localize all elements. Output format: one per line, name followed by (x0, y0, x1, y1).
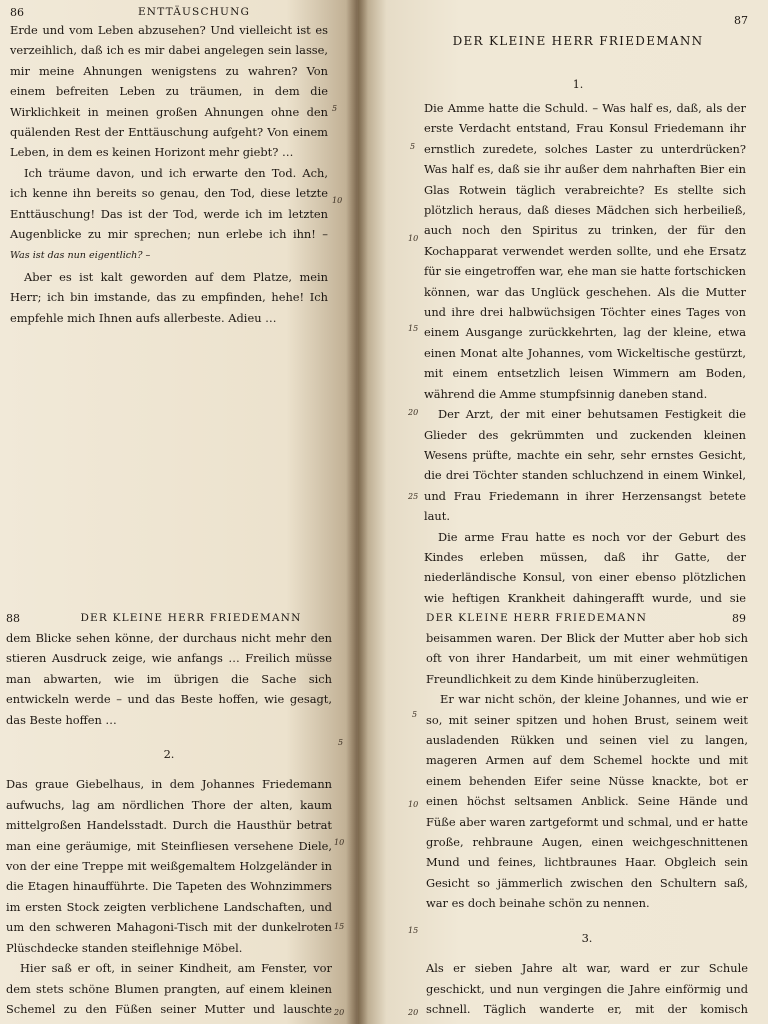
story-title: DER KLEINE HERR FRIEDEMANN (452, 34, 704, 48)
paragraph: Als er sieben Jahre alt war, ward er zur Schule geschickt, und nun vergingen die Jahre einförmig und schnell. Täglich wanderte er, mit der komisch (426, 961, 748, 1016)
paragraph: Der Arzt, der mit einer behutsamen Festigkeit die Glieder des gekrümmten und zuckenden kleinen Wesens prüfte, machte ein sehr, sehr ernstes Gesicht, die drei Töchter standen schluchzend in einem Winkel, und Frau Friedemann in ihrer Herzensangst betete laut. (424, 407, 746, 524)
paragraph: Aber es ist kalt geworden auf dem Platze, mein Herr; ich bin imstande, das zu empfinden, hehe! Ich empfehle mich Ihnen aufs allerbeste. Adieu … (10, 269, 328, 325)
book-gutter (346, 604, 368, 1024)
line-number: 20 (408, 1008, 419, 1017)
page-number: 86 (10, 6, 24, 19)
paragraph: Erde und vom Leben abzusehen? Und vielleicht ist es verzeihlich, daß ich es mir dabei angelegen sein lasse, mir meine Ahnungen wenigstens zu wahren? Von einem befreiten Leben zu träumen, in dem die Wirklichkeit in meinen großen Ahnungen ohne den quälenden Rest der Enttäuschung aufgeht? Von einem Leben, in dem es keinen Horizont mehr giebt? … (10, 23, 328, 160)
section-number: 2. (163, 747, 175, 762)
line-number: 15 (408, 926, 419, 935)
line-number: 5 (412, 710, 418, 719)
running-title: DER KLEINE HERR FRIEDEMANN (80, 612, 302, 624)
section-number: 3. (581, 930, 593, 945)
book-gutter (346, 0, 368, 604)
page-89 (358, 604, 768, 1024)
page-body (424, 98, 746, 604)
running-title: ENTTÄUSCHUNG (137, 6, 251, 18)
paragraph: dem Blicke sehen könne, der durchaus nicht mehr den stieren Ausdruck zeige, wie anfangs … Freilich müsse man abwarten, wie im übrigen die Sache sich entwickeln werde – und das Beste hoffen, wie gesagt, das Beste hoffen … (6, 631, 332, 727)
line-number: 15 (334, 922, 345, 931)
line-number: 20 (334, 1008, 345, 1017)
inline-italic: Was ist das nun eigentlich? – (10, 250, 151, 262)
page-header (358, 6, 768, 27)
line-number: 10 (332, 196, 343, 205)
line-number: 10 (334, 838, 345, 847)
line-number: 20 (408, 408, 419, 417)
page-88 (0, 604, 358, 1024)
page-body (6, 628, 332, 1024)
line-number: 10 (408, 800, 419, 809)
paragraph: Die Amme hatte die Schuld. – Was half es, daß, als der erste Verdacht entstand, Frau Konsul Friedemann ihr ernstlich zuredete, solches Laster zu unterdrücken? Was half es, daß sie ihr außer dem nahrhaften Bier ein Glas Rotwein täglich verabreichte? Es stellte sich plötzlich heraus, daß dieses Mädchen sich herbeiließ, auch noch den Spiritus zu trinken, der für den Kochapparat verwendet werden sollte, und ehe Ersatz für sie eingetroffen war, ehe man sie hatte fortschicken können, war das Unglück geschehen. Als die Mutter und ihre drei halbwüchsigen Töchter eines Tages von einem Ausgange zurückkehrten, lag der kleine, etwa einen Monat alte Johannes, vom Wickeltische gestürzt, mit einem entsetzlich leisen Wimmern am Boden, während die Amme stumpfsinnig daneben stand. (424, 101, 746, 401)
page-body (10, 20, 328, 328)
paragraph: Ich träume davon, und ich erwarte den Tod. Ach, ich kenne ihn bereits so genau, den Tod, diese letzte Enttäuschung! Das ist der Tod, werde ich im letzten Augenblicke zu mir sprechen; nun erlebe ich ihn! – Was ist das nun eigentlich? – (10, 165, 328, 262)
line-number: 5 (338, 738, 344, 747)
paragraph: Die arme Frau hatte es noch vor der Geburt des Kindes erleben müssen, daß ihr Gatte, der niederländische Konsul, von einer ebenso plötzlichen wie heftigen Krankheit dahingerafft wurde, und sie (424, 529, 746, 604)
paragraph: beisammen waren. Der Blick der Mutter aber hob sich oft von ihrer Handarbeit, um mit einer wehmütigen Freundlichkeit zu dem Kinde hinüberzugleiten. (426, 631, 748, 686)
paragraph: Das graue Giebelhaus, in dem Johannes Friedemann aufwuchs, lag am nördlichen Thore der alten, kaum mittelgroßen Handelsstadt. Durch die Hausthür betrat man eine geräumige, mit Steinfliesen versehene Diele, von der eine Treppe mit weißgemaltem Holzgeländer in die Etagen hinaufführte. Die Tapeten des Wohnzimmers im ersten Stock zeigten verblichene Landschaften, und um den schweren Mahagoni-Tisch mit der dunkelroten Plüschdecke standen steiflehnige Möbel. (6, 777, 332, 955)
page-body (426, 628, 748, 1024)
page-number: 89 (732, 612, 746, 625)
page-87 (358, 0, 768, 604)
paragraph: Er war nicht schön, der kleine Johannes, und wie er so, mit seiner spitzen und hohen Brust, seinem weit ausladenden Rükken und seinen viel zu langen, mageren Armen auf dem Schemel hockte und mit einem behenden Eifer seine Nüsse knackte, bot er einen höchst seltsamen Anblick. Seine Hände und Füße aber waren zartgeformt und schmal, und er hatte große, rehbraune Augen, einen weichgeschnittenen Mund und feines, lichtbraunes Haar. Obgleich sein Gesicht so jämmerlich zwischen den Schultern saß, war es doch beinahe schön zu nennen. (426, 692, 748, 911)
line-number: 5 (410, 142, 416, 151)
line-number: 25 (408, 492, 419, 501)
line-number: 5 (332, 104, 338, 113)
page-86 (0, 0, 358, 604)
line-number: 15 (408, 324, 419, 333)
page-header (358, 612, 768, 628)
line-number: 10 (408, 234, 419, 243)
page-number: 88 (6, 612, 20, 625)
page-header (0, 612, 358, 628)
running-title: DER KLEINE HERR FRIEDEMANN (426, 612, 648, 624)
paragraph: Hier saß er oft, in seiner Kindheit, am Fenster, vor dem stets schöne Blumen prangten, auf einem kleinen Schemel zu den Füßen seiner Mutter und lauschte (6, 961, 332, 1016)
page-number: 87 (734, 14, 748, 27)
section-number: 1. (572, 78, 584, 91)
